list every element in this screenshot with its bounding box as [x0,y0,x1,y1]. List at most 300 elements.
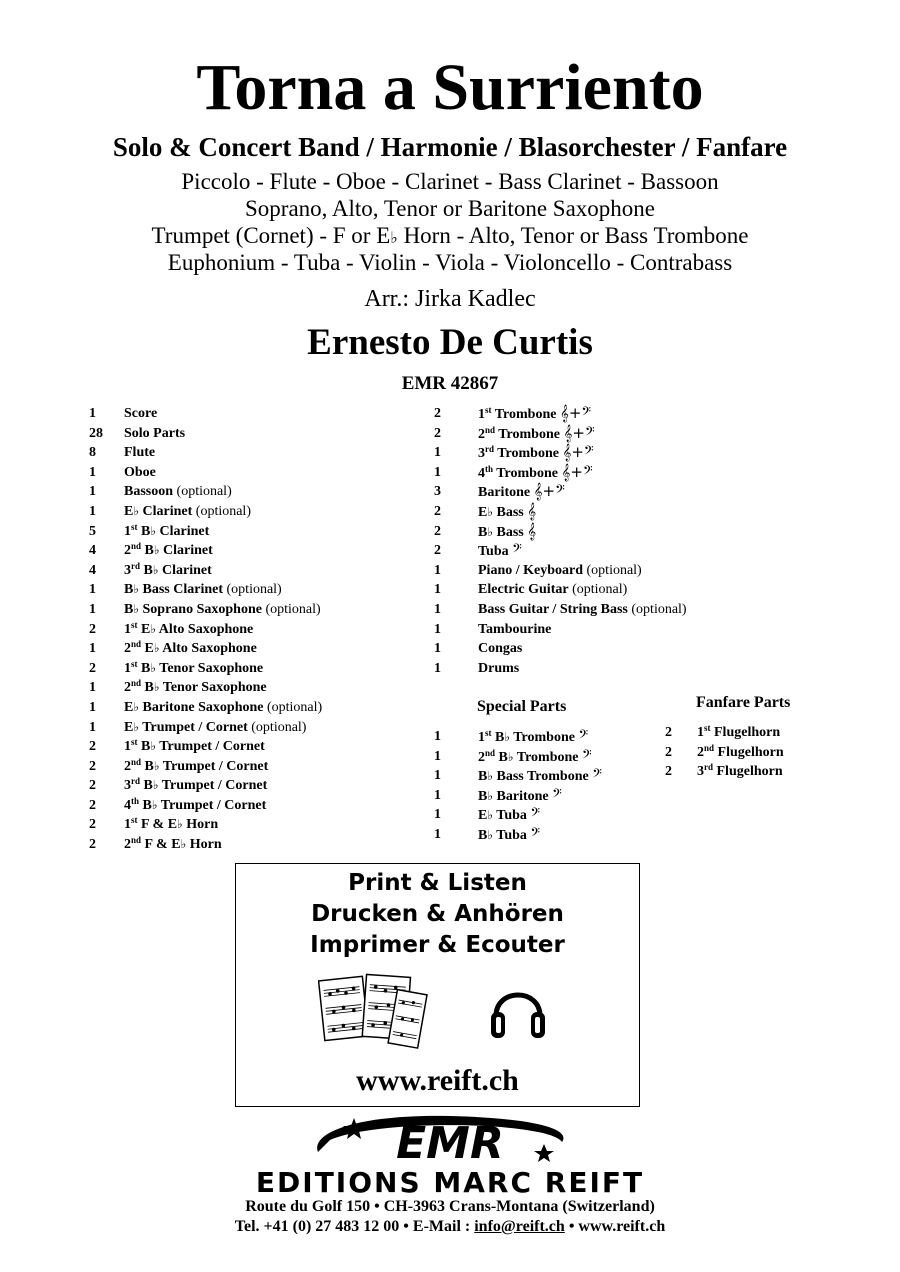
part-ordinal-suffix: rd [485,444,494,455]
part-instrument: Trumpet / Cornet [156,739,265,755]
part-quantity: 1 [434,748,441,764]
part-row [434,825,654,845]
part-name [697,743,784,763]
part-ordinal-suffix: st [131,521,138,532]
part-quantity: 1 [434,641,441,657]
part-key: B [478,788,488,804]
part-instrument: Flute [124,445,156,461]
part-name [124,659,263,679]
part-instrument: Trombone [513,749,582,765]
part-row [89,482,389,502]
part-instrument: Bass [493,504,528,520]
part-row [434,659,734,679]
flat-icon: ♭ [153,543,160,558]
plus-icon: + [570,462,583,481]
part-quantity: 1 [434,660,441,676]
part-quantity: 1 [434,768,441,784]
part-quantity: 2 [434,425,441,441]
part-instrument: Tuba [478,544,513,560]
part-quantity: 2 [89,739,96,755]
part-row [434,561,734,581]
instrument-line-4: Euphonium - Tuba - Violin - Viola - Violoncello - Contrabass [167,250,733,275]
part-name [478,639,522,659]
part-name [124,757,268,777]
bass-clef-icon: 𝄢 [582,746,592,765]
part-quantity: 1 [89,582,96,598]
promo-website[interactable]: www.reift.ch [356,1064,519,1097]
part-ordinal: 1 [124,621,131,637]
part-row [89,659,389,679]
treble-clef-icon: 𝄞 [533,482,543,501]
treble-clef-icon: 𝄞 [563,423,573,442]
part-ordinal-suffix: nd [704,742,715,753]
instrument-line-3a: Trumpet (Cornet) - F or E [151,223,391,248]
part-instrument: Baritone [478,485,534,501]
flat-icon: ♭ [487,504,494,519]
part-instrument: Trombone [493,465,562,481]
part-row [434,541,734,561]
part-instrument: Bassoon [124,484,174,500]
score-title: Torna a Surriento [196,51,704,124]
flat-icon: ♭ [150,523,157,538]
treble-clef-icon: 𝄞 [562,443,572,462]
part-ordinal-suffix: rd [704,762,713,773]
part-row [665,762,865,782]
part-name [478,463,593,484]
part-key: B [144,543,154,559]
part-row [89,502,389,522]
part-quantity: 28 [89,425,103,441]
bass-clef-icon: 𝄢 [578,727,589,745]
star-icon [343,1118,365,1139]
part-quantity: 5 [89,523,96,539]
part-name [478,600,687,620]
part-name [697,723,780,743]
part-ordinal: 1 [124,817,131,833]
part-instrument-suffix: Horn [186,837,222,853]
bass-clef-icon: 𝄢 [530,824,541,843]
bass-clef-icon: 𝄢 [583,443,594,462]
part-name [478,424,595,445]
part-row [89,424,389,444]
star-icon [534,1144,554,1162]
part-name [124,424,185,444]
part-key: B [141,523,151,539]
publisher-name: EDITIONS MARC REIFT [255,1166,645,1199]
instrument-line-3b: Horn - Alto, Tenor or Bass Trombone [397,223,749,248]
part-quantity: 1 [89,641,96,657]
flat-icon: ♭ [152,562,159,577]
part-ordinal: 2 [124,641,131,657]
treble-clef-icon: 𝄞 [561,462,571,481]
parts-list-middle [434,404,734,678]
flat-icon: ♭ [152,778,159,793]
part-row [89,757,389,777]
part-row [89,737,389,757]
part-instrument: Baritone [493,788,553,804]
part-row [434,502,734,522]
part-instrument: Trombone [491,407,560,422]
part-ordinal-suffix: th [131,795,140,806]
sheet-music-icon [318,972,428,1052]
part-row [434,404,734,424]
part-key: B [144,758,154,774]
flat-icon: ♭ [133,582,140,597]
part-name [478,786,562,807]
part-instrument: Congas [478,641,523,657]
part-name [124,815,218,835]
part-name [478,580,627,600]
part-row [89,796,389,816]
composer: Ernesto De Curtis [307,322,593,363]
bass-clef-icon: 𝄢 [584,423,595,442]
part-key: B [478,524,488,540]
part-ordinal-suffix: nd [485,424,496,435]
part-instrument: Trombone [510,730,579,745]
part-quantity: 2 [665,725,672,740]
part-quantity: 4 [89,543,96,559]
part-row [434,747,654,767]
part-row [434,620,734,640]
part-ordinal-suffix: st [131,619,138,630]
part-ordinal-suffix: rd [131,776,140,787]
part-instrument: Drums [478,660,520,676]
part-row [89,600,389,620]
part-key: B [141,739,151,755]
flat-icon: ♭ [487,788,494,803]
part-optional-note: (optional) [223,582,282,598]
publisher-address: Route du Golf 150 • CH-3963 Crans-Montana (Switzerland) [245,1198,655,1215]
part-ordinal-suffix: th [485,463,494,474]
part-ordinal: 4 [478,465,485,481]
flat-icon: ♭ [153,680,160,695]
publisher-contact [0,1218,900,1236]
part-instrument: Solo Parts [124,425,186,441]
part-ordinal-suffix: st [131,658,138,669]
part-ordinal-suffix: nd [485,747,496,758]
part-row [89,404,389,424]
part-key: E [144,641,154,657]
promo-line-french: Imprimer & Ecouter [310,932,565,958]
part-ordinal: 3 [124,778,131,794]
flat-icon: ♭ [487,827,494,842]
part-row [434,443,734,463]
emr-logo-text: EMR [396,1118,504,1169]
part-quantity: 1 [434,445,441,461]
plus-icon: + [571,443,584,462]
part-quantity: 2 [434,406,441,421]
part-ordinal-suffix: st [704,723,711,733]
flat-icon: ♭ [180,837,187,852]
part-instrument: Tuba [493,808,531,824]
part-instrument: Alto Saxophone [159,641,257,657]
part-quantity: 1 [89,406,96,421]
part-row [89,620,389,640]
instrument-line-2: Soprano, Alto, Tenor or Baritone Saxophone [245,196,655,221]
part-row [434,766,654,786]
part-row [89,835,389,855]
part-key: B [478,827,488,843]
part-instrument: Electric Guitar [478,582,569,598]
part-row [665,723,865,743]
part-quantity: 1 [89,601,96,617]
plus-icon: + [568,404,582,422]
part-name [697,762,783,782]
contact-email-link[interactable]: info@reift.ch [474,1218,565,1235]
part-instrument: Bass Guitar / String Bass [478,601,628,617]
part-name [478,659,519,679]
flat-icon: ♭ [150,660,157,675]
part-name [478,805,540,826]
part-key: B [124,582,134,598]
part-key: B [478,769,488,785]
part-name [124,600,321,620]
flat-icon: ♭ [507,749,514,764]
flat-icon: ♭ [150,621,157,636]
plus-icon: + [542,482,556,501]
part-quantity: 2 [434,543,441,559]
part-optional-note: (optional) [247,719,307,735]
part-name [124,561,212,581]
part-instrument: Flugelhorn [713,764,783,780]
part-name [478,404,591,425]
part-name [124,541,213,561]
part-instrument-suffix: Horn [182,817,219,833]
part-ordinal-suffix: nd [131,639,142,650]
treble-clef-icon: 𝄞 [559,404,569,422]
bass-clef-icon: 𝄢 [512,541,522,560]
part-instrument: Tenor Saxophone [156,660,264,676]
instrument-line-3 [0,222,900,252]
contact-website[interactable]: • www.reift.ch [564,1218,666,1235]
catalog-number: EMR 42867 [401,373,499,394]
part-name [478,522,536,543]
bass-clef-icon: 𝄢 [555,482,565,501]
part-quantity: 2 [89,837,96,853]
part-optional-note: (optional) [263,699,323,715]
part-quantity: 1 [89,503,96,519]
part-ordinal: 2 [124,837,131,853]
part-quantity: 1 [434,807,441,823]
part-name [124,620,253,640]
part-row [665,743,865,763]
promo-line-english: Print & Listen [348,870,527,896]
part-key: B [143,778,153,794]
part-instrument: Clarinet [139,503,193,519]
part-instrument: Trumpet / Cornet [159,758,269,774]
part-instrument: Tuba [493,827,531,843]
part-name [124,580,282,600]
part-quantity: 8 [89,445,96,461]
plus-icon: + [572,423,585,442]
part-name [124,463,156,483]
part-name [124,718,306,738]
part-name [124,796,266,816]
flat-icon: ♭ [133,503,140,518]
part-instrument: Bass Trombone [493,769,593,785]
part-row [89,718,389,738]
part-row [434,580,734,600]
part-row [434,805,654,825]
part-row [89,561,389,581]
part-instrument: Oboe [124,464,156,480]
part-key: B [124,601,134,617]
part-name [478,561,642,581]
treble-clef-icon: 𝄞 [527,521,537,540]
part-quantity: 1 [434,826,441,842]
part-instrument: Trumpet / Cornet [158,778,268,794]
part-instrument: Tambourine [478,621,552,637]
part-optional-note: (optional) [583,562,642,578]
arranger: Arr.: Jirka Kadlec [364,286,536,312]
part-name [478,727,588,748]
part-row [434,463,734,483]
part-ordinal: 3 [124,562,131,578]
part-quantity: 1 [434,787,441,803]
treble-clef-icon: 𝄞 [527,501,537,520]
part-key: E [478,504,488,520]
part-name [124,639,257,659]
part-instrument: Soprano Saxophone [139,601,262,617]
part-optional-note: (optional) [627,601,687,617]
flat-icon: ♭ [133,601,140,616]
special-parts-heading: Special Parts [477,698,567,715]
part-row [89,678,389,698]
part-instrument: F & E [137,817,178,833]
part-instrument: Score [124,406,158,421]
part-ordinal-suffix: nd [131,756,142,767]
part-name [124,698,322,718]
part-quantity: 2 [89,778,96,794]
part-quantity: 1 [89,464,96,480]
part-name [124,443,155,463]
part-quantity: 2 [89,817,96,833]
part-row [434,786,654,806]
flat-icon: ♭ [177,817,183,832]
flat-icon: ♭ [390,230,398,247]
part-name [478,620,551,640]
part-name [478,747,592,768]
part-key: B [142,797,152,813]
part-name [478,825,540,846]
part-ordinal: 2 [124,680,131,696]
part-ordinal: 1 [697,725,704,740]
part-row [434,482,734,502]
part-quantity: 1 [89,699,96,715]
part-quantity: 1 [434,464,441,480]
part-name [124,737,265,757]
part-row [89,541,389,561]
part-row [89,580,389,600]
part-quantity: 2 [665,744,672,760]
part-quantity: 4 [89,562,96,578]
part-quantity: 2 [89,797,96,813]
part-quantity: 2 [89,660,96,676]
part-ordinal-suffix: nd [131,678,142,689]
part-quantity: 2 [89,621,96,637]
part-quantity: 2 [434,503,441,519]
flat-icon: ♭ [133,699,140,714]
part-row [434,727,654,747]
part-instrument: F & E [141,837,181,853]
bass-clef-icon: 𝄢 [581,404,592,422]
part-instrument: Trombone [495,426,564,442]
instrument-line-1: Piccolo - Flute - Oboe - Clarinet - Bass Clarinet - Bassoon [181,169,719,194]
part-instrument: Trumpet / Cornet [157,797,267,813]
part-row [89,815,389,835]
part-name [478,541,522,562]
promo-line-german: Drucken & Anhören [311,901,564,927]
part-row [434,424,734,444]
part-ordinal: 4 [124,797,131,813]
part-instrument: Baritone Saxophone [139,699,264,715]
part-row [434,600,734,620]
part-quantity: 2 [434,523,441,539]
part-ordinal: 1 [478,730,485,745]
part-ordinal-suffix: st [485,405,492,415]
part-ordinal: 1 [124,660,131,676]
part-ordinal: 3 [478,446,485,462]
part-row [89,698,389,718]
bass-clef-icon: 𝄢 [582,462,593,481]
part-quantity: 1 [89,719,96,735]
part-ordinal: 2 [697,744,704,760]
part-ordinal: 2 [478,426,485,442]
bass-clef-icon: 𝄢 [530,805,541,824]
part-instrument: Bass Clarinet [139,582,224,598]
part-instrument: Flugelhorn [710,725,781,740]
flat-icon: ♭ [487,524,494,539]
flat-icon: ♭ [153,641,160,656]
part-name [124,522,209,542]
part-key: B [143,562,153,578]
print-listen-box [235,863,640,1107]
part-ordinal: 1 [124,523,131,539]
part-name [124,776,267,796]
parts-list-left [89,404,389,855]
part-row [89,443,389,463]
flat-icon: ♭ [153,758,160,773]
part-name [478,766,602,787]
part-ordinal-suffix: st [131,737,138,748]
part-ordinal-suffix: st [131,815,138,826]
part-row [89,522,389,542]
part-ordinal: 2 [124,758,131,774]
part-key: B [495,730,505,745]
part-key: B [141,660,151,676]
part-optional-note: (optional) [261,601,321,617]
part-instrument: Clarinet [159,543,213,559]
part-key: E [124,503,134,519]
part-name [124,835,222,855]
part-quantity: 1 [434,729,441,744]
part-name [124,404,157,424]
part-key: E [141,621,151,637]
headphones-icon [488,976,548,1042]
part-ordinal: 2 [124,543,131,559]
ensemble-subtitle: Solo & Concert Band / Harmonie / Blasorchester / Fanfare [112,132,788,162]
part-name [124,678,267,698]
emr-logo [300,1106,600,1170]
part-instrument: Alto Saxophone [156,621,254,637]
flat-icon: ♭ [487,769,494,784]
part-name [124,482,232,502]
bass-clef-icon: 𝄢 [592,766,602,785]
part-quantity: 1 [89,484,96,500]
bass-clef-icon: 𝄢 [552,785,562,804]
part-key: E [124,719,134,735]
part-quantity: 2 [89,758,96,774]
